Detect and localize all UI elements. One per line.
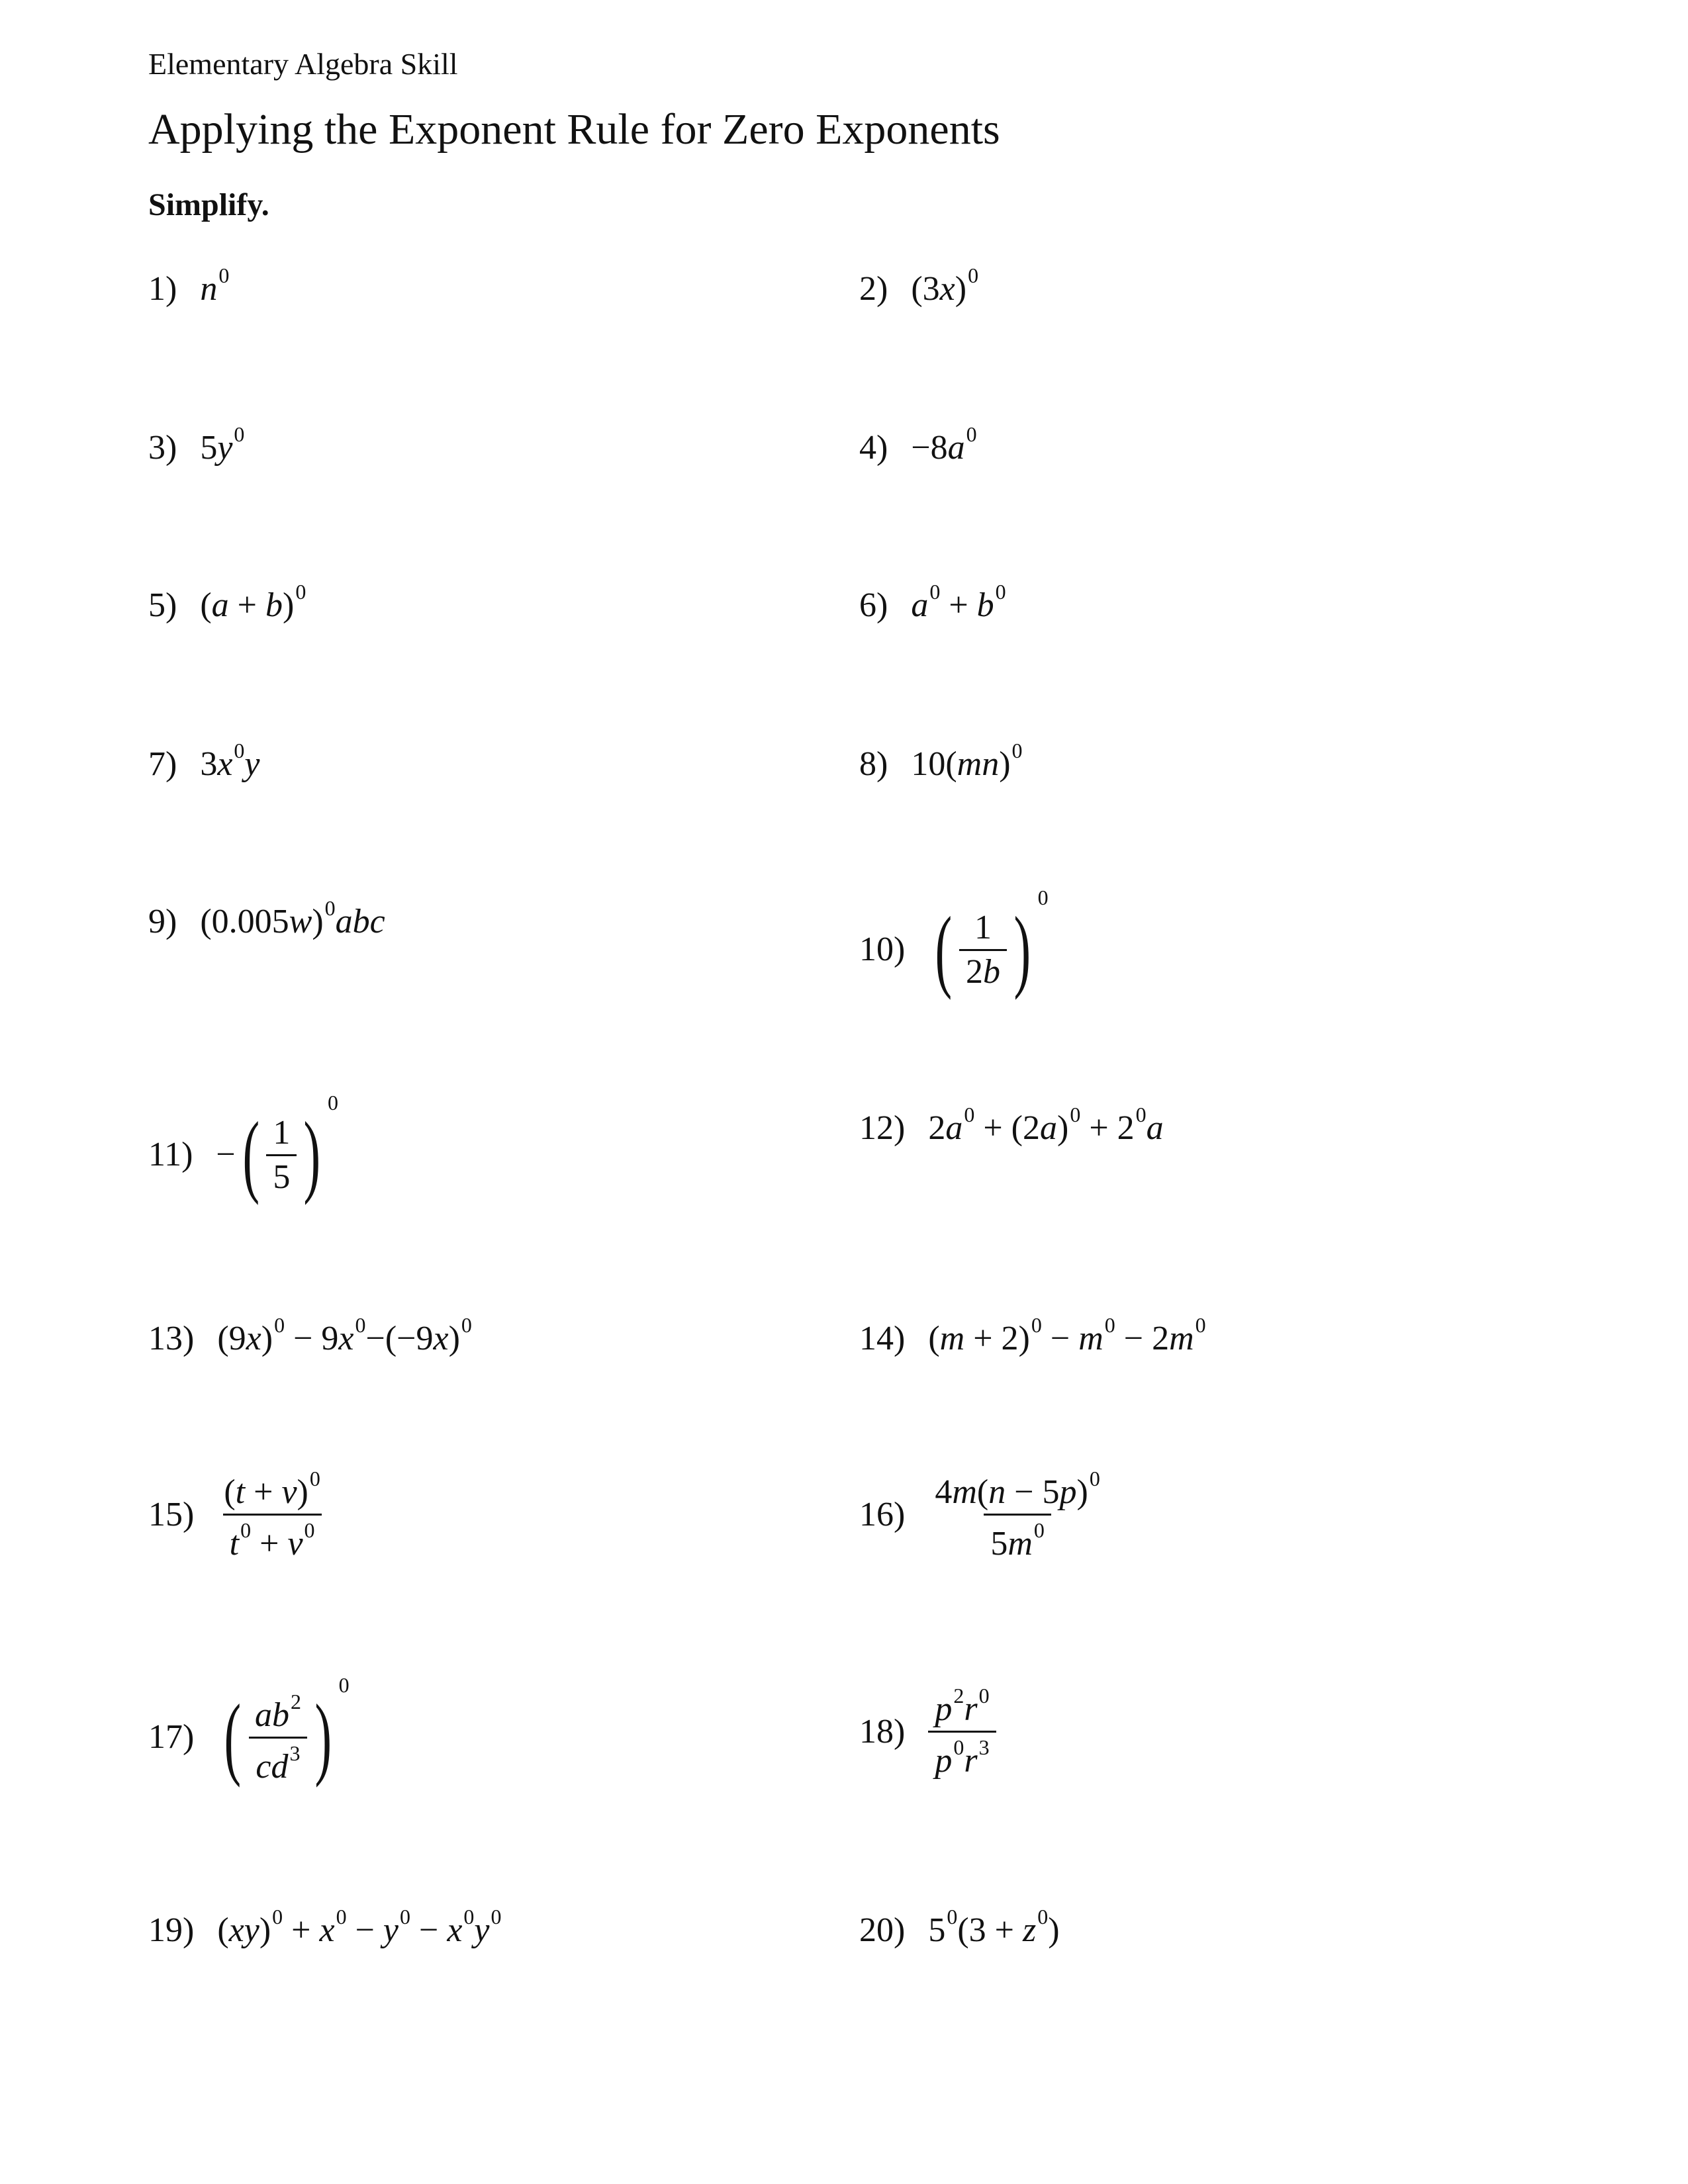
math-expression: −( $\frac{1}{5}$ )$^0$ <box>216 1091 338 1206</box>
problem-number: 12) <box>859 1109 906 1147</box>
subject-heading: Elementary Algebra Skill <box>148 47 458 81</box>
problem-20 <box>859 1906 1060 1948</box>
problem-10 <box>859 886 1049 1001</box>
math-expression: $5y^0$ <box>200 422 245 467</box>
math-expression: $(0.005w)^0abc$ <box>200 896 385 940</box>
instruction: Simplify. <box>148 187 269 222</box>
problem-6 <box>859 581 1006 623</box>
problem-16 <box>859 1468 1107 1561</box>
problem-number: 14) <box>859 1320 906 1357</box>
problem-number: 11) <box>148 1136 193 1174</box>
math-expression: 10(mn)$^0$ <box>911 739 1023 783</box>
problem-number: 17) <box>148 1718 195 1756</box>
problem-number: 4) <box>859 429 888 467</box>
problem-3 <box>148 424 244 465</box>
math-expression: $n^0$ <box>200 263 230 308</box>
problem-number: 1) <box>148 270 177 308</box>
problem-number: 8) <box>859 745 888 783</box>
problem-19 <box>148 1906 502 1948</box>
problem-number: 15) <box>148 1495 195 1533</box>
problem-number: 16) <box>859 1495 906 1533</box>
problem-9 <box>148 897 385 939</box>
math-expression: $-8a^0$ <box>911 422 977 467</box>
math-expression: $(a + b)^0$ <box>200 580 306 624</box>
problem-number: 18) <box>859 1712 906 1751</box>
problem-number: 9) <box>148 903 177 940</box>
problem-number: 6) <box>859 586 888 624</box>
problem-2 <box>859 265 978 306</box>
page-title: Applying the Exponent Rule for Zero Exponents <box>148 105 1000 154</box>
math-expression: $(m + 2)^0 - m^0 - 2m^0$ <box>928 1313 1206 1357</box>
problem-7 <box>148 740 260 782</box>
problem-number: 7) <box>148 745 177 783</box>
math-expression: $\frac{4m(n - 5p)^0}{5m^0}$ <box>935 1467 1100 1563</box>
problem-11 <box>148 1091 338 1206</box>
problem-4 <box>859 424 977 465</box>
problem-number: 10) <box>859 931 906 969</box>
math-expression: $(3x)^0$ <box>911 263 979 308</box>
math-expression: ( $\frac{1}{2b}$ )$^0$ <box>935 886 1049 1001</box>
problem-12 <box>859 1104 1164 1146</box>
math-expression: ( $\frac{ab^2}{cd^3}$ )$^0$ <box>224 1673 350 1789</box>
problem-13 <box>148 1314 472 1356</box>
problem-number: 20) <box>859 1911 906 1949</box>
problem-number: 3) <box>148 429 177 467</box>
problem-number: 13) <box>148 1320 195 1357</box>
math-expression: $5^0(3 + z^0)$ <box>928 1905 1060 1949</box>
problem-5 <box>148 581 306 623</box>
math-expression: $3x^0y$ <box>200 739 260 783</box>
problem-14 <box>859 1314 1206 1356</box>
problem-8 <box>859 740 1023 782</box>
problem-number: 19) <box>148 1911 195 1949</box>
math-expression: $\frac{p^2r^0}{p^0r^3}$ <box>928 1685 996 1778</box>
problem-18 <box>859 1685 996 1778</box>
problem-17 <box>148 1673 350 1789</box>
math-expression: $(9x)^0 - 9x^0-(-9x)^0$ <box>217 1313 472 1357</box>
math-expression: $(xy)^0 + x^0 - y^0 - x^0y^0$ <box>217 1905 502 1949</box>
problem-15 <box>148 1468 327 1561</box>
problem-number: 2) <box>859 270 888 308</box>
problem-1 <box>148 265 229 306</box>
problem-number: 5) <box>148 586 177 624</box>
math-expression: $a^0 + b^0$ <box>911 580 1006 624</box>
math-expression: $\frac{(t + v)^0}{t^0 + v^0}$ <box>224 1467 320 1563</box>
math-expression: $2a^0 + (2a)^0 + 2^0a$ <box>928 1103 1164 1147</box>
